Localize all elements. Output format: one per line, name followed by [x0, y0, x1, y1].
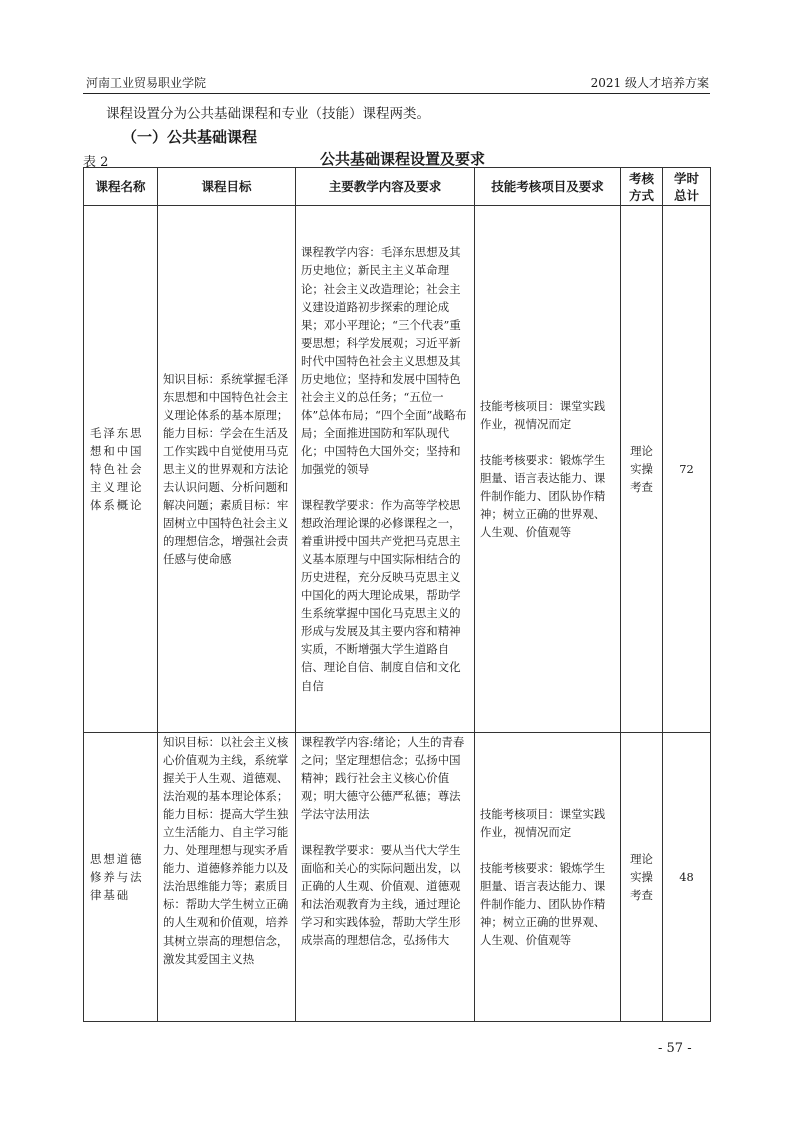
header-method: 考核方式 [621, 168, 663, 206]
header-course-goal: 课程目标 [158, 168, 296, 206]
course-content: 课程教学内容：毛泽东思想及其历史地位；新民主主义革命理论；社会主义改造理论；社会主义建设道路初步探索的理论成果；邓小平理论；“三个代表”重要思想；科学发展观；习近平新时代中国特色社会主义思想及其历史地位；坚持和发展中国特色社会主义的总任务；“五位一体”总体布局；“四个全面”战略布局；全面推进国防和军队现代化；中国特色大国外交；坚持和加强党的领导 [301, 245, 467, 476]
skill-item: 技能考核项目：课堂实践作业，视情况而定 [480, 806, 606, 839]
total-hours: 48 [663, 733, 711, 1022]
course-name: 思想道德修养与法律基础 [84, 733, 158, 1022]
course-requirement: 课程教学要求：要从当代大学生面临和关心的实际问题出发，以正确的人生观、价值观、道德观和法治观教育为主线，通过理论学习和实践体验，帮助大学生形成崇高的理想信念，弘扬伟大 [301, 843, 461, 948]
intro-paragraph: 课程设置分为公共基础课程和专业（技能）课程两类。 [106, 106, 430, 122]
course-table [83, 167, 711, 1022]
table-header-row [84, 168, 711, 206]
header-content: 主要教学内容及要求 [296, 168, 475, 206]
course-requirement: 课程教学要求：作为高等学校思想政治理论课的必修课程之一，着重讲授中国共产党把马克思主义基本原理与中国实际相结合的历史进程，充分反映马克思主义中国化的两大理论成果，帮助学生系统掌握中国化马克思主义的形成与发展及其主要内容和精神实质，不断增强大学生道路自信、理论自信、制度自信和文化自信 [301, 498, 461, 693]
header-document-title: 2021 级人才培养方案 [590, 76, 709, 90]
skill-requirement: 技能考核要求：锻炼学生胆量、语言表达能力、课件制作能力、团队协作精神；树立正确的世界观、人生观、价值观等 [480, 452, 606, 540]
section-heading: （一）公共基础课程 [122, 128, 258, 146]
assessment-method: 理论实操考查 [621, 206, 663, 733]
skill-requirement: 技能考核要求：锻炼学生胆量、语言表达能力、课件制作能力、团队协作精神；树立正确的世界观、人生观、价值观等 [480, 860, 606, 948]
table-row [84, 733, 711, 1022]
header-hours: 学时总计 [663, 168, 711, 206]
course-name: 毛泽东思想和中国特色社会主义理论体系概论 [84, 206, 158, 733]
table-label: 表 2 [83, 155, 109, 170]
table-title: 公共基础课程设置及要求 [320, 150, 486, 168]
skill-cell [475, 206, 621, 733]
course-content: 课程教学内容:绪论；人生的青春之问；坚定理想信念；弘扬中国精神；践行社会主义核心价值观；明大德守公德严私德；尊法学法守法用法 [301, 735, 465, 822]
page-number: - 57 - [658, 1041, 692, 1056]
course-content-cell [296, 206, 475, 733]
header-skill: 技能考核项目及要求 [475, 168, 621, 206]
course-goal: 知识目标：以社会主义核心价值观为主线，系统掌握关于人生观、道德观、法治观的基本理论体系；能力目标：提高大学生独立生活能力、自主学习能力、处理理想与现实矛盾能力、道德修养能力以及法治思维能力等；素质目标：帮助大学生树立正确的人生观和价值观，培养其树立崇高的理想信念，激发其爱国主义热 [158, 733, 296, 1022]
header-rule [83, 93, 710, 94]
skill-cell [475, 733, 621, 1022]
total-hours: 72 [663, 206, 711, 733]
course-content-cell [296, 733, 475, 1022]
header-institution: 河南工业贸易职业学院 [86, 76, 207, 90]
skill-item: 技能考核项目：课堂实践作业，视情况而定 [480, 398, 606, 431]
assessment-method: 理论实操考查 [621, 733, 663, 1022]
header-course-name: 课程名称 [84, 168, 158, 206]
table-row [84, 206, 711, 733]
course-goal: 知识目标：系统掌握毛泽东思想和中国特色社会主义理论体系的基本原理；能力目标：学会在生活及工作实践中自觉使用马克思主义的世界观和方法论去认识问题、分析问题和解决问题；素质目标：牢固树立中国特色社会主义的理想信念，增强社会责任感与使命感 [158, 206, 296, 733]
